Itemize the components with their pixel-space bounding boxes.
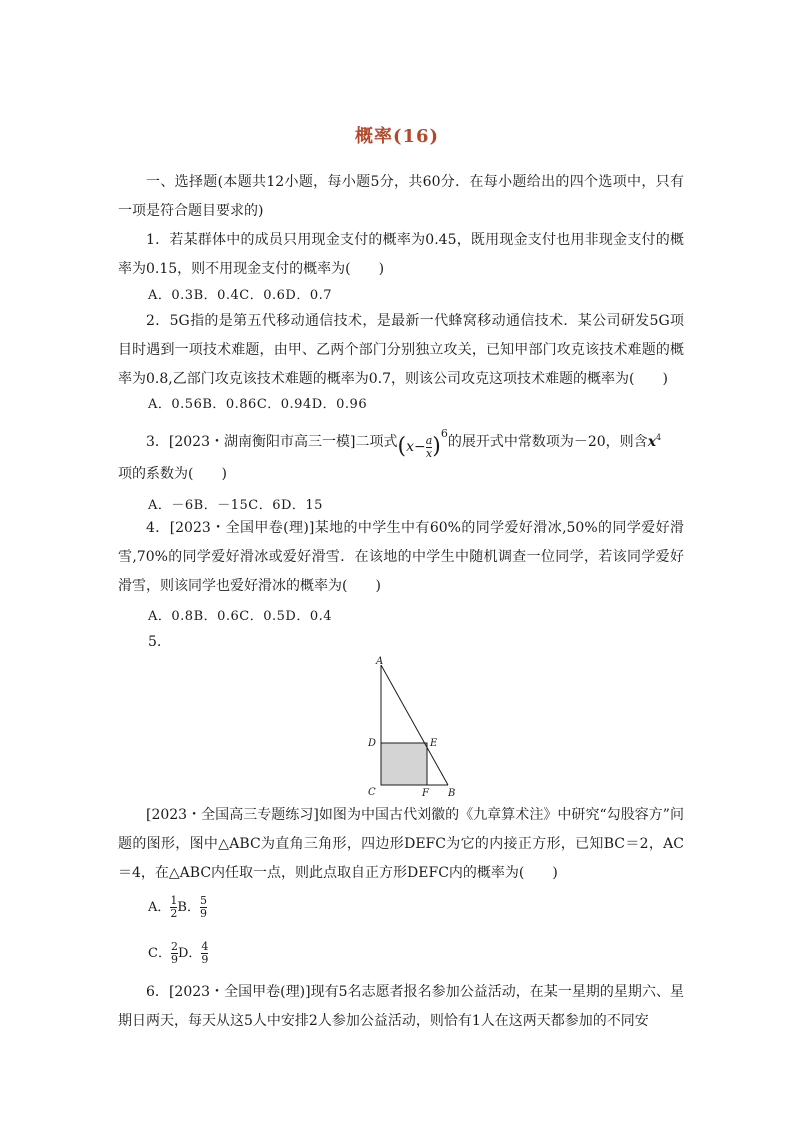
question-3 [146,424,661,460]
option-d-label: D． [177,946,202,961]
fraction-numerator: a [425,433,433,447]
binomial-exponent: 6 [440,427,448,440]
question-4-options: A．0.8B．0.6C．0.5D．0.4 [148,609,333,624]
label-f: F [422,788,429,799]
question-3-suffix: 的展开式中常数项为－20，则含 [447,433,648,450]
option-d-den: 9 [201,953,209,966]
question-4: 4．[2023・全国甲卷(理)]某地的中学生中有60%的同学爱好滑冰,50%的同学爱好滑雪,70%的同学爱好滑冰或爱好滑雪．在该地的中学生中随机调查一位同学，若该同学爱好滑雪，则该同学也爱好滑冰的概率为( ) [118,520,684,594]
label-c: C [368,787,376,798]
label-b: B [448,788,456,799]
option-c-fraction [171,941,178,966]
option-d-num: 4 [201,940,209,953]
question-2-options: A．0.56B．0.86C．0.94D．0.96 [148,397,368,412]
label-d: D [368,738,377,749]
question-5: [2023・全国高三专题练习]如图为中国古代刘徽的《九章算术注》中研究“勾股容方”问题的图形，图中△ABC为直角三角形，四边形DEFC为它的内接正方形，已知BC＝2，AC＝4，在△ABC内任取一点，则此点取自正方形DEFC内的概率为( ) [118,807,684,881]
option-a-label: A． [148,900,171,915]
option-b-den: 9 [199,907,207,920]
option-d-fraction [201,941,208,966]
binomial-x: x [406,439,414,455]
question-3-prefix: 3．[2023・湖南衡阳市高三一模]二项式 [146,433,398,450]
question-5-options-cd [148,941,208,966]
option-c-label: C． [148,946,171,961]
question-6: 6．[2023・全国甲卷(理)]现有5名志愿者报名参加公益活动，在某一星期的星期六、星期日两天，每天从这5人中安排2人参加公益活动，则恰有1人在这两天都参加的不同安 [118,984,684,1029]
option-b-fraction [200,895,207,920]
section-header: 一、选择题(本题共12小题，每小题5分，共60分．在每小题给出的四个选项中，只有一项是符合题目要求的) [118,174,684,219]
geometry-figure [360,650,470,800]
question-1-options: A．0.3B．0.4C．0.6D．0.7 [148,288,333,303]
question-5-options-ab [148,895,207,920]
option-c-den: 9 [170,953,178,966]
question-3-options: A．－6B．－15C．6D．15 [148,498,323,513]
fraction-denominator: x [425,446,433,460]
label-a: A [376,656,384,667]
binomial-minus: − [413,439,426,455]
label-e: E [430,738,438,749]
option-b-label: B． [177,900,200,915]
question-5-number: 5. [148,634,162,650]
option-c-num: 2 [170,940,178,953]
option-a-den: 2 [170,907,178,920]
question-1: 1．若某群体中的成员只用现金支付的概率为0.45，既用现金支付也用非现金支付的概率为0.15，则不用现金支付的概率为( ) [118,232,684,277]
option-b-num: 5 [199,894,207,907]
question-3-var-exp: 4 [656,433,662,443]
binomial-expression: (x− $\frac{a}{x}$ )$^6$ [397,427,448,460]
question-3-var: x [647,433,657,450]
option-a-num: 1 [170,894,178,907]
page-title: 概率(16) [354,126,440,147]
question-3-line2: 项的系数为( ) [118,466,227,482]
question-2: 2．5G指的是第五代移动通信技术，是最新一代蜂窝移动通信技术．某公司研发5G项目时遇到一项技术难题，由甲、乙两个部门分别独立攻关，已知甲部门攻克该技术难题的概率为0.8,乙部门攻克该技术难题的概率为0.7，则该公司攻克这项技术难题的概率为( ) [118,313,684,387]
square-defc [381,743,427,785]
